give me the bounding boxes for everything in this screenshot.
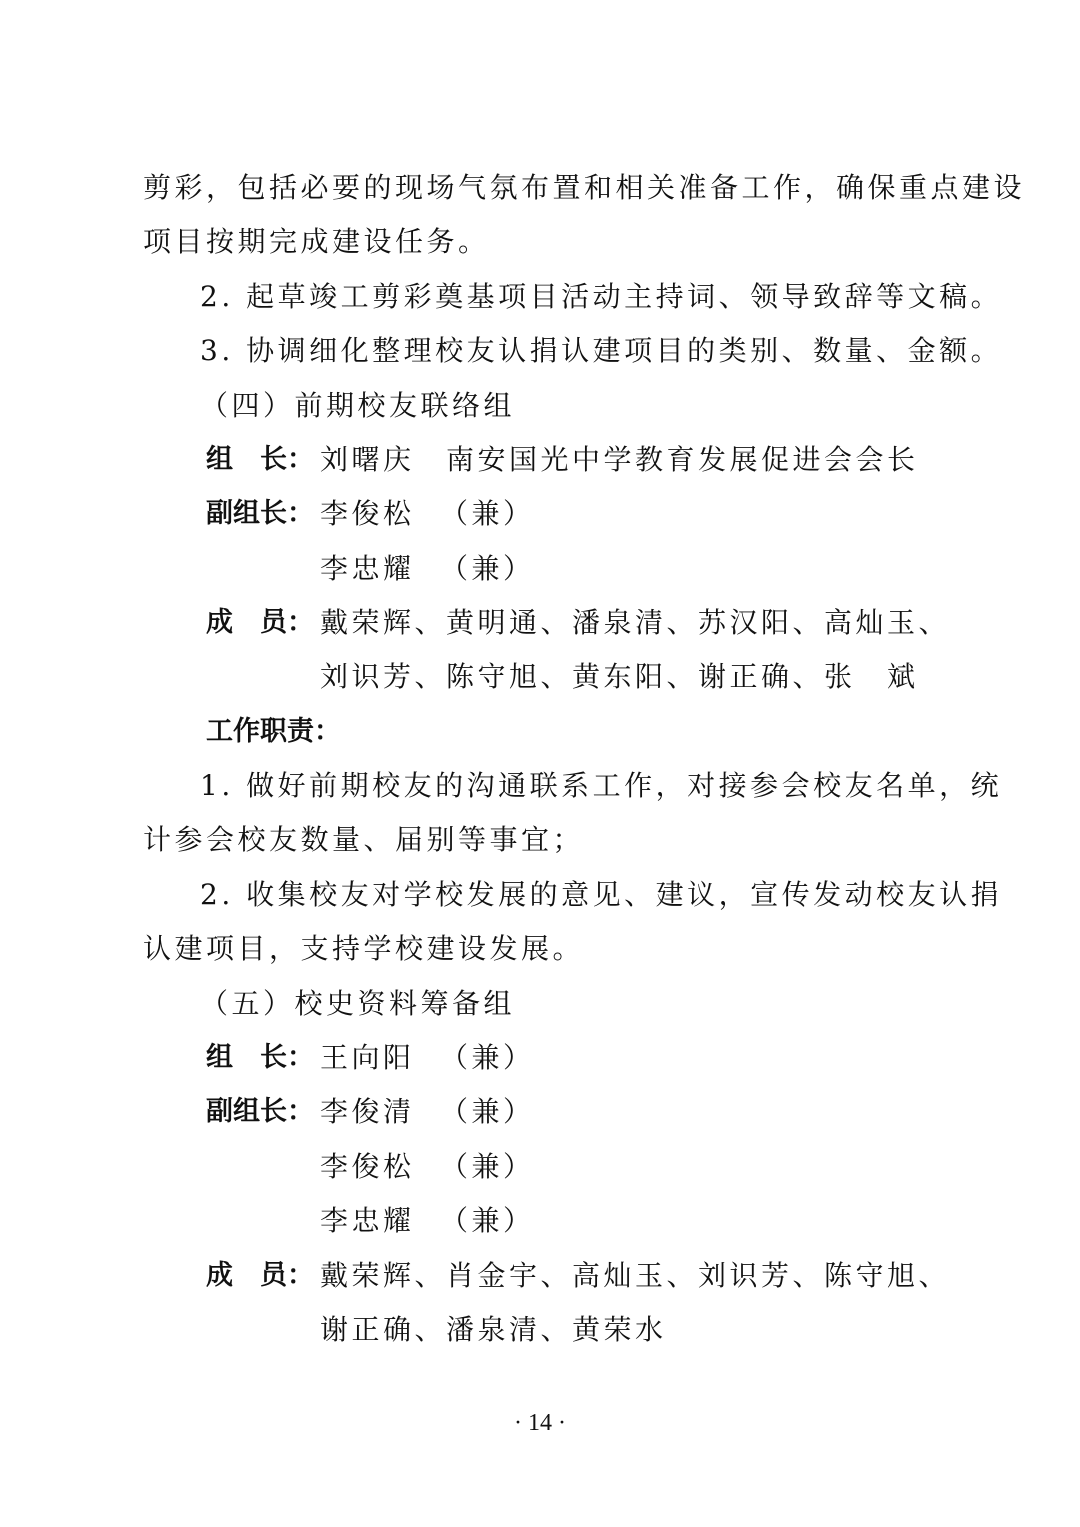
deputy-name: 李俊清 bbox=[320, 1095, 415, 1128]
paragraph-line: 项目按期完成建设任务。 bbox=[143, 225, 490, 258]
list-item: 2. 起草竣工剪彩奠基项目活动主持词、领导致辞等文稿。 bbox=[200, 280, 1003, 313]
deputy-note: （兼） bbox=[440, 552, 535, 585]
members-line: 谢正确、潘泉清、黄荣水 bbox=[320, 1313, 667, 1346]
duty-item-cont: 计参会校友数量、届别等事宜； bbox=[143, 823, 585, 856]
duty-item: 2. 收集校友对学校发展的意见、建议，宣传发动校友认捐 bbox=[200, 878, 1003, 911]
paragraph-line: 剪彩，包括必要的现场气氛布置和相关准备工作，确保重点建设 bbox=[143, 171, 1026, 204]
leader-label: 组 长： bbox=[206, 444, 314, 475]
list-item: 3. 协调细化整理校友认捐认建项目的类别、数量、金额。 bbox=[200, 334, 1003, 367]
deputy-note: （兼） bbox=[440, 1095, 535, 1128]
leader-note: （兼） bbox=[440, 1041, 535, 1074]
deputy-name: 李忠耀 bbox=[320, 1204, 415, 1237]
members-line: 戴荣辉、黄明通、潘泉清、苏汉阳、高灿玉、 bbox=[320, 606, 951, 639]
members-line: 戴荣辉、肖金宇、高灿玉、刘识芳、陈守旭、 bbox=[320, 1259, 951, 1292]
deputy-name: 李俊松 bbox=[320, 497, 415, 530]
deputy-note: （兼） bbox=[440, 497, 535, 530]
deputy-label: 副组长： bbox=[206, 1096, 314, 1127]
section-title: （五）校史资料筹备组 bbox=[200, 987, 516, 1020]
deputy-label: 副组长： bbox=[206, 498, 314, 529]
section-title: （四）前期校友联络组 bbox=[200, 389, 516, 422]
members-label: 成 员： bbox=[206, 1260, 314, 1291]
members-label: 成 员： bbox=[206, 607, 314, 638]
leader-label: 组 长： bbox=[206, 1042, 314, 1073]
deputy-name: 李忠耀 bbox=[320, 552, 415, 585]
leader-name: 王向阳 bbox=[320, 1041, 415, 1074]
duty-item-cont: 认建项目，支持学校建设发展。 bbox=[143, 932, 585, 965]
duty-item: 1. 做好前期校友的沟通联系工作，对接参会校友名单，统 bbox=[200, 769, 1003, 802]
deputy-note: （兼） bbox=[440, 1204, 535, 1237]
page-number: · 14 · bbox=[514, 1410, 566, 1436]
leader-value: 刘曙庆 南安国光中学教育发展促进会会长 bbox=[320, 443, 919, 476]
deputy-name: 李俊松 bbox=[320, 1150, 415, 1183]
deputy-note: （兼） bbox=[440, 1150, 535, 1183]
duties-label: 工作职责： bbox=[206, 716, 341, 747]
members-line: 刘识芳、陈守旭、黄东阳、谢正确、张 斌 bbox=[320, 660, 919, 693]
